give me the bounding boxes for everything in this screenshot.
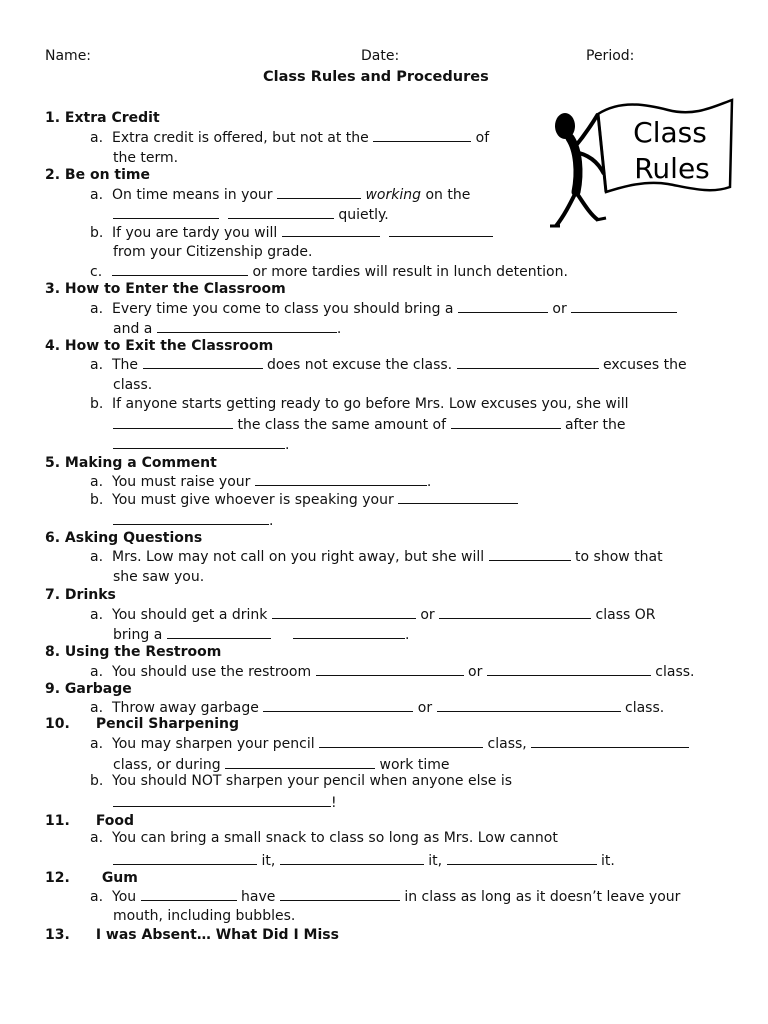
item-8a: a. You should use the restroom or class. [90,664,695,680]
date-label: Date: [361,48,400,64]
blank [489,547,571,561]
blank [228,205,334,219]
blank [437,698,621,712]
item-6a-cont: she saw you. [113,569,205,585]
section-1-heading: 1. Extra Credit [45,110,160,126]
section-10-heading: 10. Pencil Sharpening [45,716,239,732]
blank [277,185,361,199]
item-12a: a. You have in class as long as it doesn’t leave your [90,889,681,905]
blank [389,223,493,237]
blank [316,662,464,676]
blank [282,223,380,237]
class-rules-logo [550,92,735,232]
item-9a: a. Throw away garbage or class. [90,700,665,716]
item-1a-cont: the term. [113,150,179,166]
period-label: Period: [586,48,635,64]
item-2c: c. or more tardies will result in lunch detention. [90,264,568,280]
section-9-heading: 9. Garbage [45,681,132,697]
blank [113,205,219,219]
item-4a-cont: class. [113,377,153,393]
item-2b-cont: from your Citizenship grade. [113,244,313,260]
blank [457,355,599,369]
item-7a: a. You should get a drink or class OR [90,607,656,623]
blank [458,299,548,313]
item-6a: a. Mrs. Low may not call on you right away, but she will to show that [90,549,663,565]
blank [143,355,263,369]
section-6-heading: 6. Asking Questions [45,530,203,546]
blank [255,472,427,486]
blank [263,698,413,712]
blank [531,734,689,748]
blank [141,887,237,901]
blank [167,625,271,639]
item-10b: b. You should NOT sharpen your pencil when anyone else is [90,773,513,789]
blank [280,887,400,901]
blank [113,511,269,525]
section-5-heading: 5. Making a Comment [45,455,217,471]
blank [113,415,233,429]
item-5b: b. You must give whoever is speaking your [90,490,518,509]
letter: a. [90,130,104,146]
blank [113,435,285,449]
item-3a-cont: and a . [113,321,342,337]
blank [487,662,651,676]
item-2a-cont: quietly. [113,205,389,224]
blank [112,262,248,276]
item-5b-cont: . [113,511,273,530]
section-13-heading: 13. I was Absent… What Did I Miss [45,927,339,943]
blank [157,319,337,333]
item-5a: a. You must raise your . [90,474,432,490]
blank [225,755,375,769]
item-10a-cont: class, or during work time [113,757,450,773]
logo-text-class: Class [633,116,707,149]
blank [113,851,257,865]
blank [113,793,331,807]
blank [398,490,518,504]
item-2a: a. On time means in your working on the [90,187,471,203]
item-4b-cont2: . [113,435,289,454]
item-10a: a. You may sharpen your pencil class, [90,734,689,753]
section-3-heading: 3. How to Enter the Classroom [45,281,286,297]
item-4b-cont: the class the same amount of after the [113,415,626,434]
section-11-heading: 11. Food [45,813,135,829]
name-label: Name: [45,48,92,64]
blank [319,734,483,748]
page-title: Class Rules and Procedures [263,69,489,85]
blank [373,128,471,142]
section-4-heading: 4. How to Exit the Classroom [45,338,274,354]
item-11a: a. You can bring a small snack to class so long as Mrs. Low cannot [90,830,558,846]
item-7a-cont: bring a . [113,627,410,643]
section-2-heading: 2. Be on time [45,167,151,183]
item-12a-cont: mouth, including bubbles. [113,908,296,924]
item-11a-cont: it, it, it. [113,851,615,870]
blank [293,625,405,639]
blank [439,605,591,619]
blank [571,299,677,313]
section-8-heading: 8. Using the Restroom [45,644,222,660]
blank [272,605,416,619]
item-4b: b. If anyone starts getting ready to go before Mrs. Low excuses you, she will [90,396,629,412]
section-12-heading: 12. Gum [45,870,138,886]
item-1a: a. Extra credit is offered, but not at the of [90,130,490,146]
item-3a: a. Every time you come to class you should bring a or [90,299,677,318]
section-7-heading: 7. Drinks [45,587,116,603]
logo-text-rules: Rules [634,152,710,185]
item-10b-cont: ! [113,793,337,812]
blank [280,851,424,865]
blank [447,851,597,865]
blank [451,415,561,429]
item-2b: b. If you are tardy you will [90,223,493,242]
item-4a: a. The does not excuse the class. excuses the [90,357,687,373]
